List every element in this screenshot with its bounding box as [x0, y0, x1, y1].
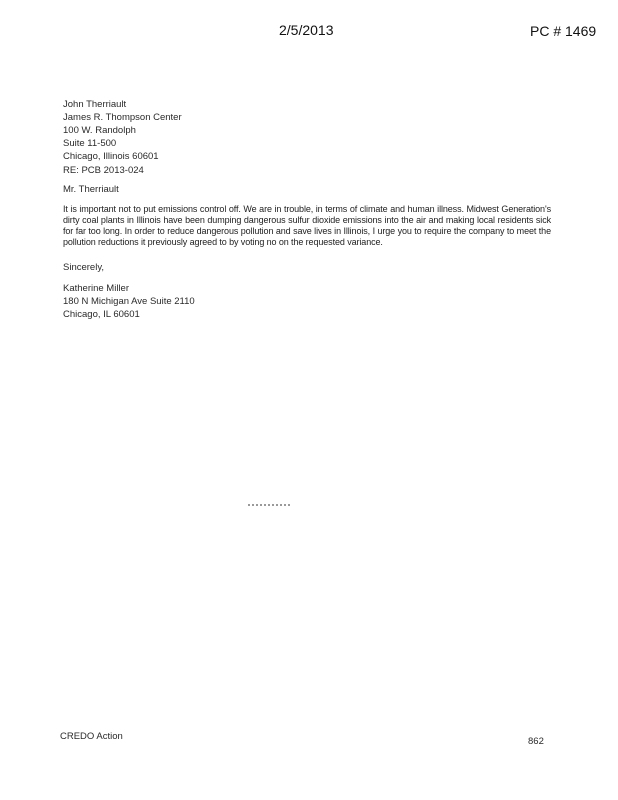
recipient-street: 100 W. Randolph — [63, 125, 136, 136]
footer-organization: CREDO Action — [60, 731, 123, 742]
recipient-suite: Suite 11-500 — [63, 138, 117, 149]
signer-name: Katherine Miller — [63, 283, 129, 294]
header-pc-number: PC # 1469 — [530, 23, 597, 39]
letter-body: It is important not to put emissions control off. We are in trouble, in terms of climate and human illness. Midwest Generation's dirty coal plants in Illinois have been dumping dangerous sulfur dioxide emissions into the air and making local residents sick for far too long. In order to reduce dangerous pollution and save lives in Illinois, I urge you to require the company to meet the pollution reductions it previously agreed to by voting no on the requested variance. — [63, 204, 551, 247]
recipient-name: John Therriault — [63, 99, 127, 110]
signature-block — [63, 282, 195, 321]
reference-line: RE: PCB 2013-024 — [63, 165, 144, 176]
header-date: 2/5/2013 — [279, 22, 334, 38]
footer-page-number: 862 — [528, 736, 544, 747]
scan-artifact — [248, 504, 292, 506]
signer-street: 180 N Michigan Ave Suite 2110 — [63, 296, 195, 307]
salutation: Mr. Therriault — [63, 184, 119, 195]
closing: Sincerely, — [63, 262, 105, 273]
recipient-building: James R. Thompson Center — [63, 112, 182, 123]
signer-city: Chicago, IL 60601 — [63, 309, 140, 320]
recipient-city: Chicago, Illinois 60601 — [63, 151, 159, 162]
recipient-address — [63, 98, 182, 163]
